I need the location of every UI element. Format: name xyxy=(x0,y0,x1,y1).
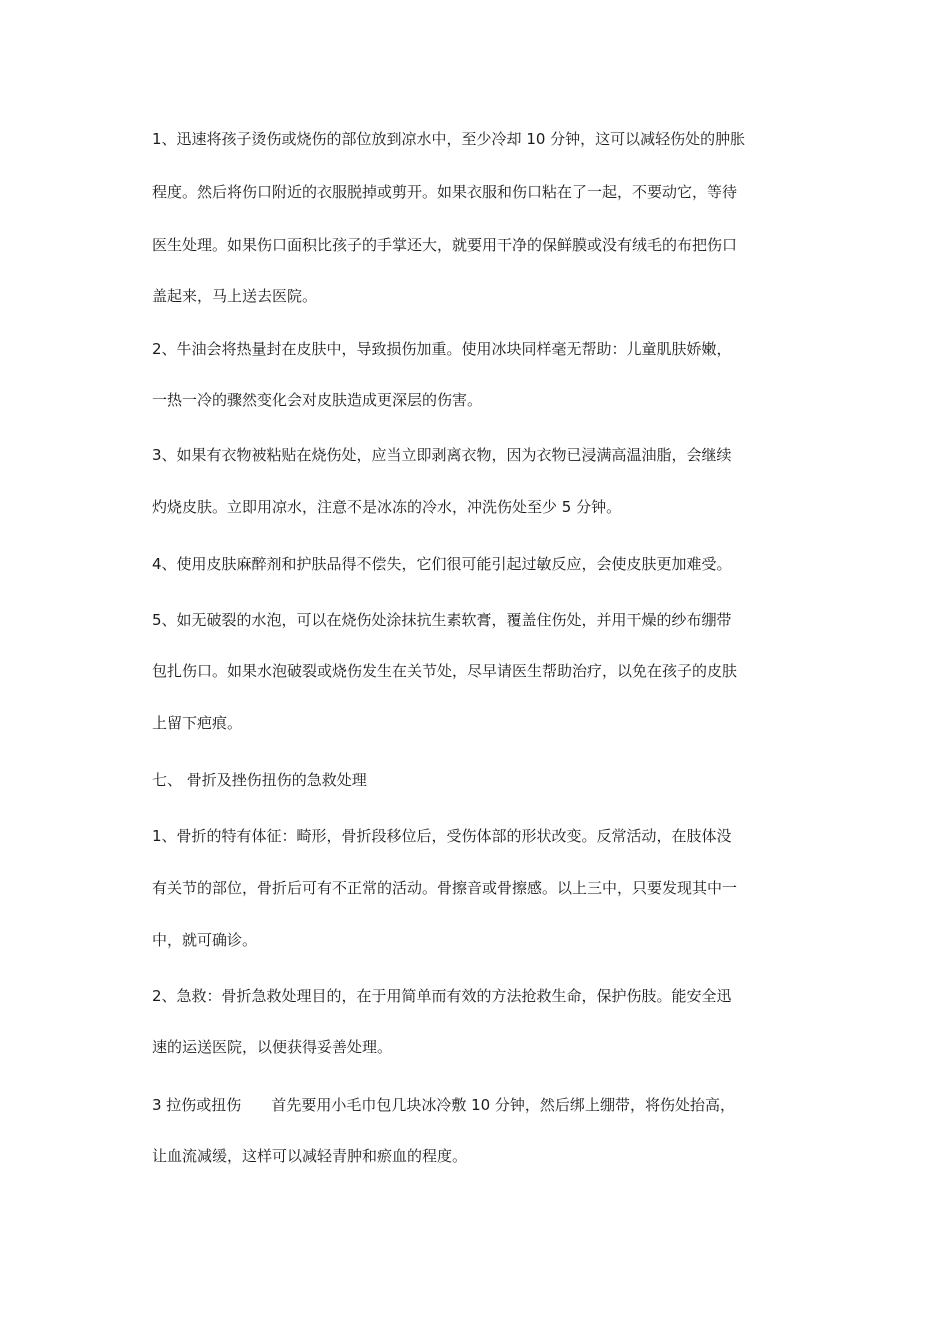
paragraph-9-line-1 xyxy=(152,1094,735,1116)
paragraph-9-line-2: 让血流减缓，这样可以减轻青肿和瘀血的程度。 xyxy=(152,1147,468,1165)
section-heading: 七、 骨折及挫伤扭伤的急救处理 xyxy=(152,771,367,789)
paragraph-4-line-1: 4、使用皮肤麻醉剂和护肤品得不偿失，它们很可能引起过敏反应，会使皮肤更加难受。 xyxy=(152,555,732,573)
paragraph-7-line-3: 中，就可确诊。 xyxy=(152,931,258,949)
paragraph-7-line-1: 1、骨折的特有体征：畸形，骨折段移位后，受伤体部的形状改变。反常活动，在肢体没 xyxy=(152,827,732,845)
paragraph-2-line-1: 2、牛油会将热量封在皮肤中，导致损伤加重。使用冰块同样毫无帮助：儿童肌肤娇嫩， xyxy=(152,340,732,358)
paragraph-9-body: 首先要用小毛巾包几块冰冷敷 10 分钟，然后绑上绷带，将伤处抬高， xyxy=(271,1096,735,1114)
paragraph-1-line-1: 1、迅速将孩子烫伤或烧伤的部位放到凉水中，至少冷却 10 分钟，这可以减轻伤处的肿胀 xyxy=(152,130,746,148)
paragraph-8-line-2: 速的运送医院，以便获得妥善处理。 xyxy=(152,1038,393,1056)
paragraph-1-line-2: 程度。然后将伤口附近的衣服脱掉或剪开。如果衣服和伤口粘在了一起，不要动它，等待 xyxy=(152,183,738,201)
paragraph-2-line-2: 一热一冷的骤然变化会对皮肤造成更深层的伤害。 xyxy=(152,391,483,409)
paragraph-3-line-2: 灼烧皮肤。立即用凉水，注意不是冰冻的冷水，冲洗伤处至少 5 分钟。 xyxy=(152,498,622,516)
paragraph-3-line-1: 3、如果有衣物被粘贴在烧伤处，应当立即剥离衣物，因为衣物已浸满高温油脂，会继续 xyxy=(152,446,732,464)
paragraph-5-line-2: 包扎伤口。如果水泡破裂或烧伤发生在关节处，尽早请医生帮助治疗，以免在孩子的皮肤 xyxy=(152,662,738,680)
paragraph-7-line-2: 有关节的部位，骨折后可有不正常的活动。骨擦音或骨擦感。以上三中，只要发现其中一 xyxy=(152,879,738,897)
paragraph-5-line-3: 上留下疤痕。 xyxy=(152,714,243,732)
paragraph-1-line-3: 医生处理。如果伤口面积比孩子的手掌还大，就要用干净的保鲜膜或没有绒毛的布把伤口 xyxy=(152,236,738,254)
paragraph-5-line-1: 5、如无破裂的水泡，可以在烧伤处涂抹抗生素软膏，覆盖住伤处，并用干燥的纱布绷带 xyxy=(152,611,732,629)
paragraph-1-line-4: 盖起来，马上送去医院。 xyxy=(152,287,318,305)
paragraph-9-lead: 3 拉伤或扭伤 xyxy=(152,1096,242,1114)
paragraph-8-line-1: 2、急救：骨折急救处理目的，在于用简单而有效的方法抢救生命，保护伤肢。能安全迅 xyxy=(152,987,732,1005)
